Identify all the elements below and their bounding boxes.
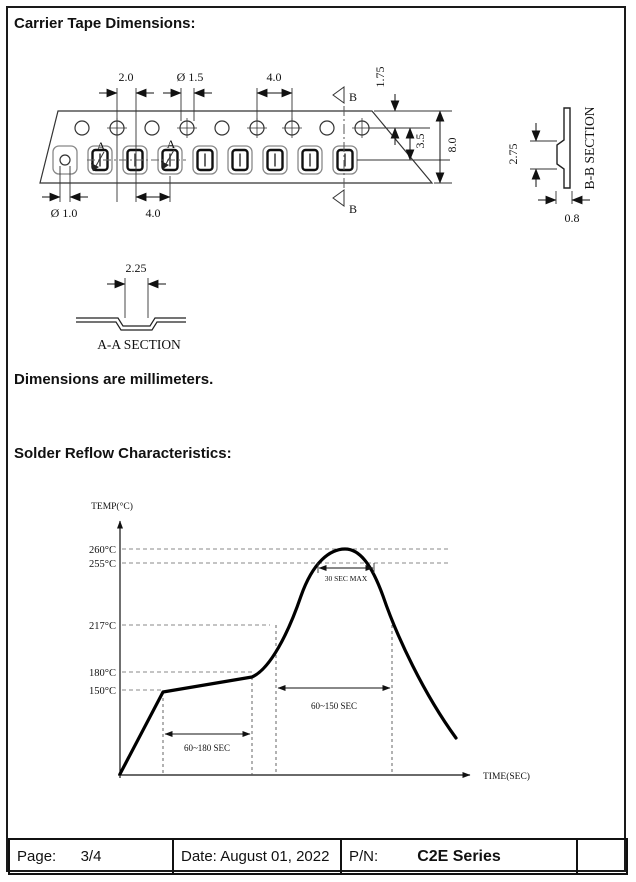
component-pockets <box>88 146 357 174</box>
y-axis-label: TEMP(°C) <box>91 502 133 512</box>
section-bb-drawing <box>506 106 597 225</box>
carrier-tape-heading: Carrier Tape Dimensions: <box>14 15 196 32</box>
dim-sprocket-pitch: 4.0 <box>266 70 282 84</box>
footer-empty-cell <box>578 840 626 873</box>
dim-pocket-hole-dia: Ø 1.0 <box>50 206 78 220</box>
annotation-60-150 <box>278 688 390 711</box>
footer-date-cell <box>174 840 342 873</box>
footer-pn-value: C2E Series <box>417 847 501 865</box>
ytick-255: 255°C <box>89 559 116 570</box>
empty-pocket <box>53 146 77 174</box>
dim-hole-to-pocket: 3.5 <box>413 133 427 149</box>
dim-sprocket-to-pocket: 2.0 <box>118 70 134 84</box>
carrier-tape-drawing <box>40 67 459 221</box>
reflow-profile-curve <box>120 549 456 774</box>
reference-lines <box>122 549 448 690</box>
footer-page-label: Page: <box>17 848 57 865</box>
dim-bb-pocket-height: 2.75 <box>506 143 520 165</box>
section-marker-b-bottom: B <box>349 202 358 216</box>
footer-pn-cell <box>342 840 578 873</box>
ytick-260: 260°C <box>89 545 116 556</box>
dim-tape-width: 8.0 <box>445 137 459 153</box>
ytick-217: 217°C <box>89 621 116 632</box>
annotation-30sec <box>318 563 374 583</box>
footer-page-value: 3/4 <box>80 848 102 865</box>
section-marker-a-1: A <box>96 139 106 153</box>
footer-pn-label: P/N: <box>349 848 379 865</box>
extension-lines <box>60 88 452 202</box>
section-marker-b-top: B <box>349 90 358 104</box>
reflow-chart <box>89 501 530 782</box>
dim-edge-to-hole: 1.75 <box>373 66 387 88</box>
dim-aa-pocket-width: 2.25 <box>125 261 147 275</box>
section-aa-drawing <box>76 261 186 352</box>
annotation-60-150-label: 60~150 SEC <box>310 701 358 711</box>
aa-profile <box>76 318 186 330</box>
section-marker-a-2: A <box>166 137 176 151</box>
ytick-150: 150°C <box>89 686 116 697</box>
x-axis-label: TIME(SEC) <box>483 772 530 782</box>
annotation-60-180 <box>165 734 250 753</box>
footer-page-cell <box>10 840 174 873</box>
dim-pocket-pitch: 4.0 <box>145 206 161 220</box>
dim-bb-thickness: 0.8 <box>564 211 580 225</box>
annotation-60-180-label: 60~180 SEC <box>183 743 231 753</box>
footer-table <box>8 838 628 875</box>
ytick-180: 180°C <box>89 668 116 679</box>
footer-date: Date: August 01, 2022 <box>181 848 330 865</box>
dim-sprocket-hole-dia: Ø 1.5 <box>176 70 204 84</box>
annotation-30sec-label: 30 SEC MAX <box>324 574 368 583</box>
section-bb-label: B-B SECTION <box>582 106 597 190</box>
section-aa-label: A-A SECTION <box>97 337 181 352</box>
solder-reflow-heading: Solder Reflow Characteristics: <box>14 445 232 462</box>
sprocket-holes <box>75 118 372 138</box>
dimensions-note: Dimensions are millimeters. <box>14 371 214 388</box>
bb-profile <box>557 108 570 188</box>
